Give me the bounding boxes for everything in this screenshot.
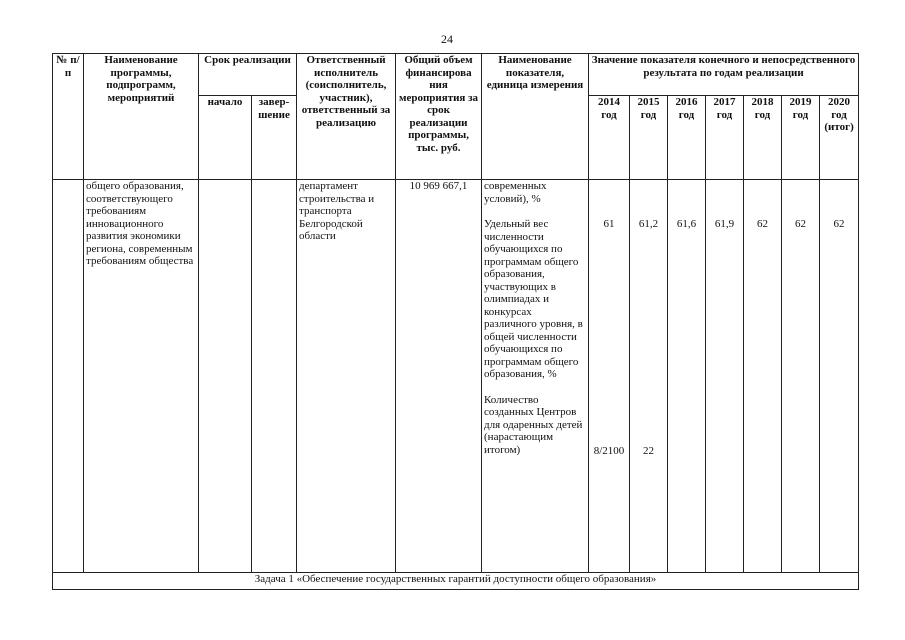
header-year-2018: 2018 год (744, 96, 782, 180)
cell-2016: 61,6 (668, 180, 706, 573)
cell-2014: 61 8/2100 (589, 180, 630, 573)
header-year-2017: 2017 год (706, 96, 744, 180)
header-period-end: завер-шение (252, 96, 297, 180)
cell-num (53, 180, 84, 573)
cell-2018: 62 (744, 180, 782, 573)
header-funding: Общий объем финансирова ния мероприятия за срок реализации программы, тыс. руб. (396, 54, 482, 180)
header-year-2014: 2014 год (589, 96, 630, 180)
program-table (52, 53, 859, 590)
cell-start (199, 180, 252, 573)
header-values-title: Значение показателя конечного и непосредственного результата по годам реализации (589, 54, 859, 96)
cell-name: общего образования, соответствующего требованиям инновационного развития экономики региона, современным требованиям общества (84, 180, 199, 573)
header-row-1 (53, 54, 859, 96)
indicator-2: Удельный вес численности обучающихся по программам общего образования, участвующих в олимпиадах и конкурсах различного уровня, в общей численности обучающихся по программам общего образования, % (484, 218, 583, 380)
header-year-2020: 2020 год (итог) (820, 96, 859, 180)
cell-responsible: департамент строительства и транспорта Белгородской области (297, 180, 396, 573)
header-responsible: Ответственный исполнитель (соисполнитель, участник), ответственный за реализацию (297, 54, 396, 180)
header-period-start: начало (199, 96, 252, 180)
table-row (53, 180, 859, 573)
task-row (53, 573, 859, 590)
cell-funding: 10 969 667,1 (396, 180, 482, 573)
cell-2017: 61,9 (706, 180, 744, 573)
indicator-1: современных условий), % (484, 180, 547, 205)
cell-end (252, 180, 297, 573)
cell-2015: 61,2 22 (630, 180, 668, 573)
task-title: Задача 1 «Обеспечение государственных гарантий доступности общего образования» (53, 573, 859, 590)
header-name: Наименование программы, подпрограмм, мероприятий (84, 54, 199, 180)
cell-2019: 62 (782, 180, 820, 573)
cell-indicator (482, 180, 589, 573)
header-year-2016: 2016 год (668, 96, 706, 180)
header-indicator: Наименование показателя, единица измерения (482, 54, 589, 180)
header-year-2019: 2019 год (782, 96, 820, 180)
header-num: № п/п (53, 54, 84, 180)
header-year-2015: 2015 год (630, 96, 668, 180)
header-period: Срок реализации (199, 54, 297, 96)
indicator-3: Количество созданных Центров для одаренных детей (нарастающим итогом) (484, 393, 583, 456)
cell-2020: 62 (820, 180, 859, 573)
page-number: 24 (441, 32, 453, 46)
